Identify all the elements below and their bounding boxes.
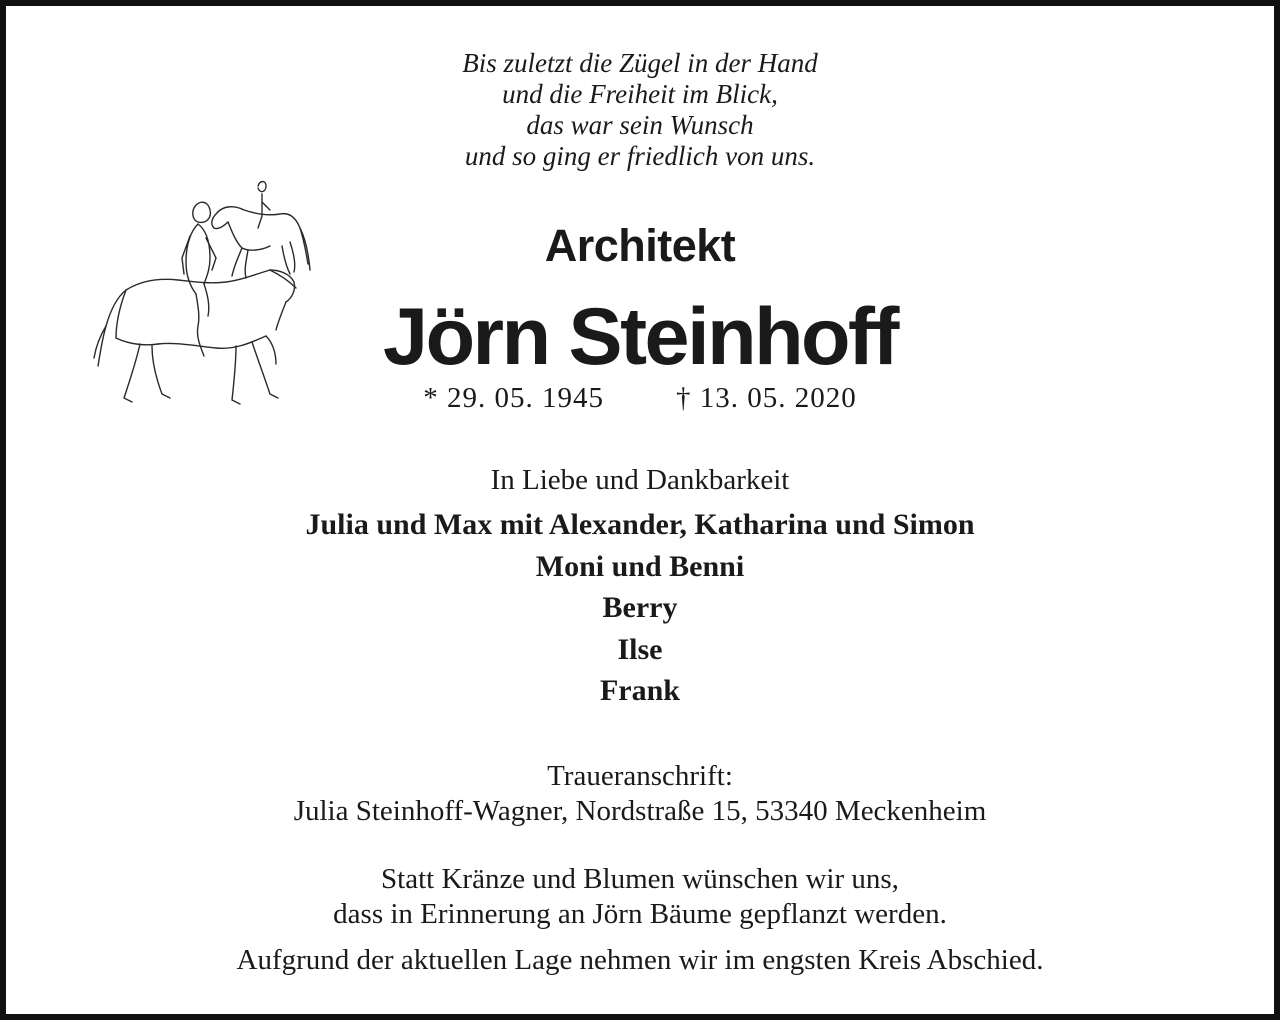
birth-date: * 29. 05. 1945 — [423, 382, 604, 414]
motto-line: Bis zuletzt die Zügel in der Hand — [462, 48, 818, 78]
flower-request — [6, 862, 1274, 932]
closing-note: Aufgrund der aktuellen Lage nehmen wir im engsten Kreis Abschied. — [236, 944, 1044, 976]
mourner-name: Berry — [602, 591, 678, 624]
address-label: Traueranschrift: — [547, 760, 733, 792]
mourners-list — [6, 504, 1274, 712]
motto-line: und so ging er friedlich von uns. — [464, 141, 816, 171]
mourners-intro: In Liebe und Dankbarkeit — [490, 464, 790, 496]
mourner-name: Moni und Benni — [535, 549, 745, 583]
mourner-name: Julia und Max mit Alexander, Katharina und Simon — [305, 508, 975, 541]
life-dates — [6, 378, 1274, 418]
motto-verse — [6, 48, 1274, 172]
profession-title: Architekt — [544, 220, 736, 271]
deceased-name: Jörn Steinhoff — [383, 292, 897, 382]
request-line: Statt Kränze und Blumen wünschen wir uns, — [381, 863, 899, 895]
motto-line: und die Freiheit im Blick, — [502, 79, 778, 109]
death-date: † 13. 05. 2020 — [676, 382, 857, 414]
mourning-address: Julia Steinhoff-Wagner, Nordstraße 15, 53340 Meckenheim — [293, 795, 987, 827]
motto-line: das war sein Wunsch — [526, 110, 754, 140]
request-line: dass in Erinnerung an Jörn Bäume gepflanzt werden. — [333, 898, 947, 930]
mourner-name: Frank — [599, 674, 680, 707]
mourner-name: Ilse — [617, 632, 663, 666]
